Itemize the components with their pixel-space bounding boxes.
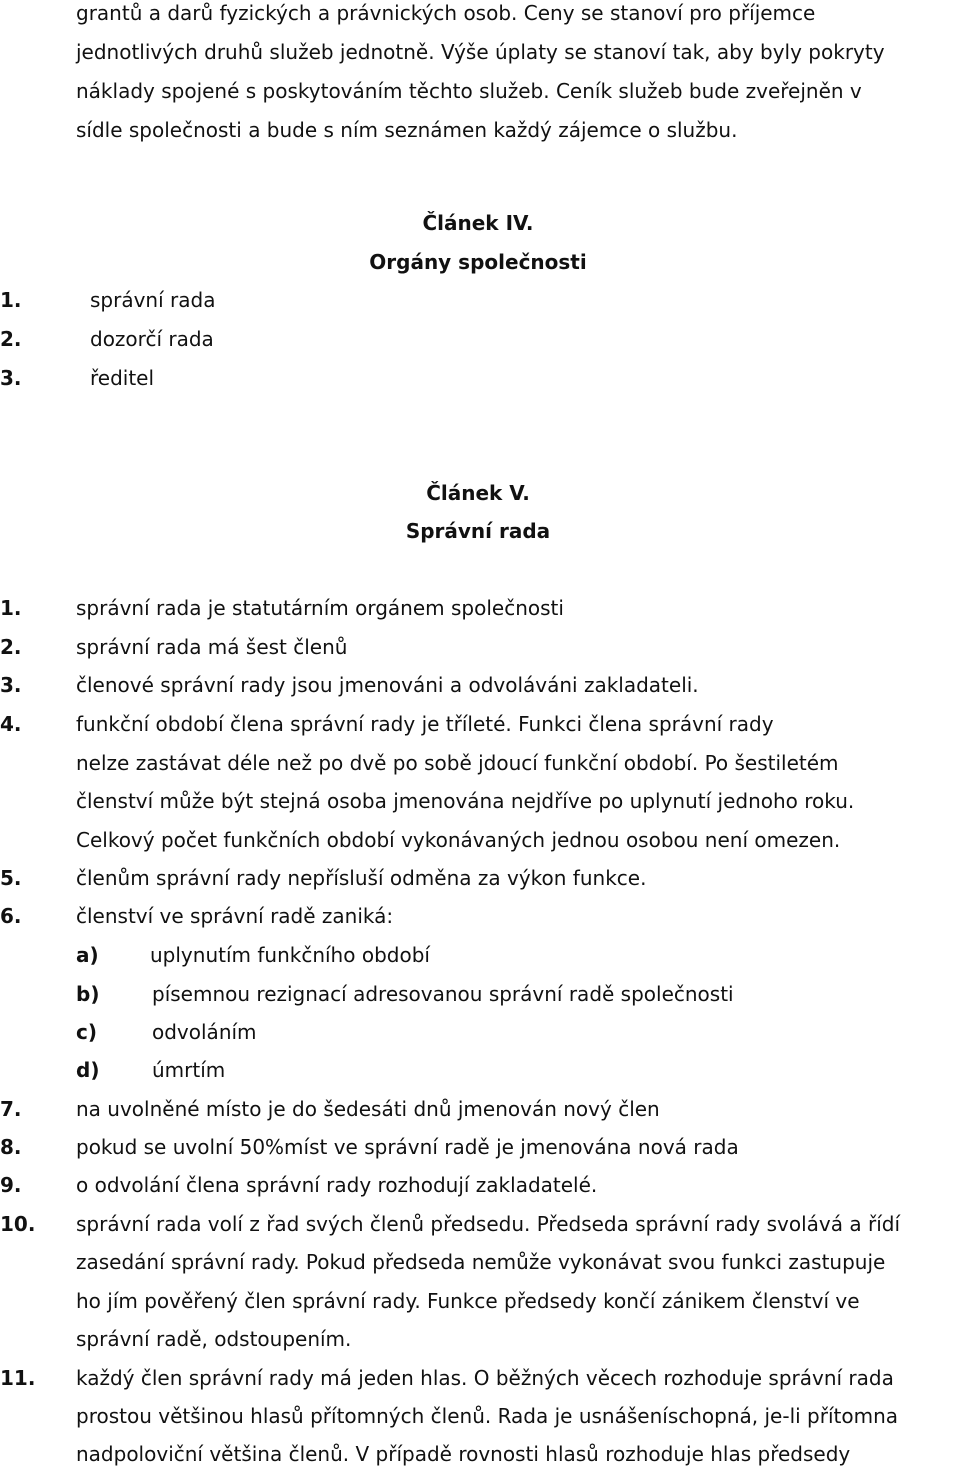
article-5-item-number: 1. — [0, 596, 22, 620]
article-5-item-text: prostou většinou hlasů přítomných členů. Rada je usnášeníschopná, je-li přítomna — [76, 1404, 899, 1428]
article-5-item-number: 2. — [0, 635, 22, 659]
article-5-item-number: 10. — [0, 1212, 36, 1236]
article-5-item-number: 5. — [0, 866, 22, 890]
article-5-item-text: každý člen správní rady má jeden hlas. O běžných věcech rozhoduje správní rada — [76, 1366, 894, 1390]
subitem-text: odvoláním — [152, 1020, 257, 1044]
article-5-heading: Článek V. — [426, 481, 530, 505]
intro-line-3: náklady spojené s poskytováním těchto služeb. Ceník služeb bude zveřejněn v — [76, 79, 862, 103]
article-5-item-text: zasedání správní rady. Pokud předseda nemůže vykonávat svou funkci zastupuje — [76, 1250, 886, 1274]
subitem-letter: a) — [76, 943, 99, 967]
intro-line-1: grantů a darů fyzických a právnických osob. Ceny se stanoví pro příjemce — [76, 1, 816, 25]
article-5-item-text: správní rada má šest členů — [76, 635, 348, 659]
article-5-item-text: ho jím pověřený člen správní rady. Funkce předsedy končí zánikem členství ve — [76, 1289, 860, 1313]
article-4-heading: Článek IV. — [422, 211, 534, 235]
article-5-item-number: 7. — [0, 1097, 22, 1121]
subitem-letter: d) — [76, 1058, 100, 1082]
article-4-subheading: Orgány společnosti — [369, 250, 587, 274]
article-5-item-text: Celkový počet funkčních období vykonávaných jednou osobou není omezen. — [76, 828, 841, 852]
article-5-item-text: nelze zastávat déle než po dvě po sobě jdoucí funkční období. Po šestiletém — [76, 751, 839, 775]
article-5-item-text: o odvolání člena správní rady rozhodují zakladatelé. — [76, 1173, 598, 1197]
article-5-subheading: Správní rada — [405, 519, 551, 543]
article-5-item-text: správní rada volí z řad svých členů předsedu. Předseda správní rady svolává a řídí — [76, 1212, 901, 1236]
article-5-item-text: na uvolněné místo je do šedesáti dnů jmenován nový člen — [76, 1097, 660, 1121]
article-5-item-number: 8. — [0, 1135, 22, 1159]
article-5-item-number: 6. — [0, 904, 22, 928]
subitem-text: úmrtím — [152, 1058, 226, 1082]
subitem-text: písemnou rezignací adresovanou správní radě společnosti — [152, 982, 734, 1006]
intro-line-2: jednotlivých druhů služeb jednotně. Výše úplaty se stanoví tak, aby byly pokryty — [76, 40, 885, 64]
article-5-item-text: správní rada je statutárním orgánem společnosti — [76, 596, 564, 620]
article-4-item-text: správní rada — [90, 288, 216, 312]
article-5-item-number: 11. — [0, 1366, 36, 1390]
article-5-item-text: správní radě, odstoupením. — [76, 1327, 352, 1351]
article-5-item-text: pokud se uvolní 50%míst ve správní radě je jmenována nová rada — [76, 1135, 739, 1159]
subitem-text: uplynutím funkčního období — [150, 943, 430, 967]
article-5-item-number: 9. — [0, 1173, 22, 1197]
article-5-item-number: 3. — [0, 673, 22, 697]
article-4-item-number: 2. — [0, 327, 22, 351]
article-5-item-text: členům správní rady nepřísluší odměna za výkon funkce. — [76, 866, 647, 890]
subitem-letter: b) — [76, 982, 100, 1006]
article-4-item-text: dozorčí rada — [90, 327, 214, 351]
article-5-item-text: členství může být stejná osoba jmenována nejdříve po uplynutí jednoho roku. — [76, 789, 855, 813]
subitem-letter: c) — [76, 1020, 97, 1044]
article-4-item-number: 3. — [0, 366, 22, 390]
article-4-item-text: ředitel — [90, 366, 155, 390]
article-5-item-number: 4. — [0, 712, 22, 736]
article-5-item-text: členové správní rady jsou jmenováni a odvoláváni zakladateli. — [76, 673, 699, 697]
intro-line-4: sídle společnosti a bude s ním seznámen každý zájemce o službu. — [76, 118, 738, 142]
article-4-item-number: 1. — [0, 288, 22, 312]
article-5-item-text: nadpoloviční většina členů. V případě rovnosti hlasů rozhoduje hlas předsedy — [76, 1442, 851, 1466]
article-5-item-text: členství ve správní radě zaniká: — [76, 904, 394, 928]
article-5-item-text: funkční období člena správní rady je tříleté. Funkci člena správní rady — [76, 712, 774, 736]
